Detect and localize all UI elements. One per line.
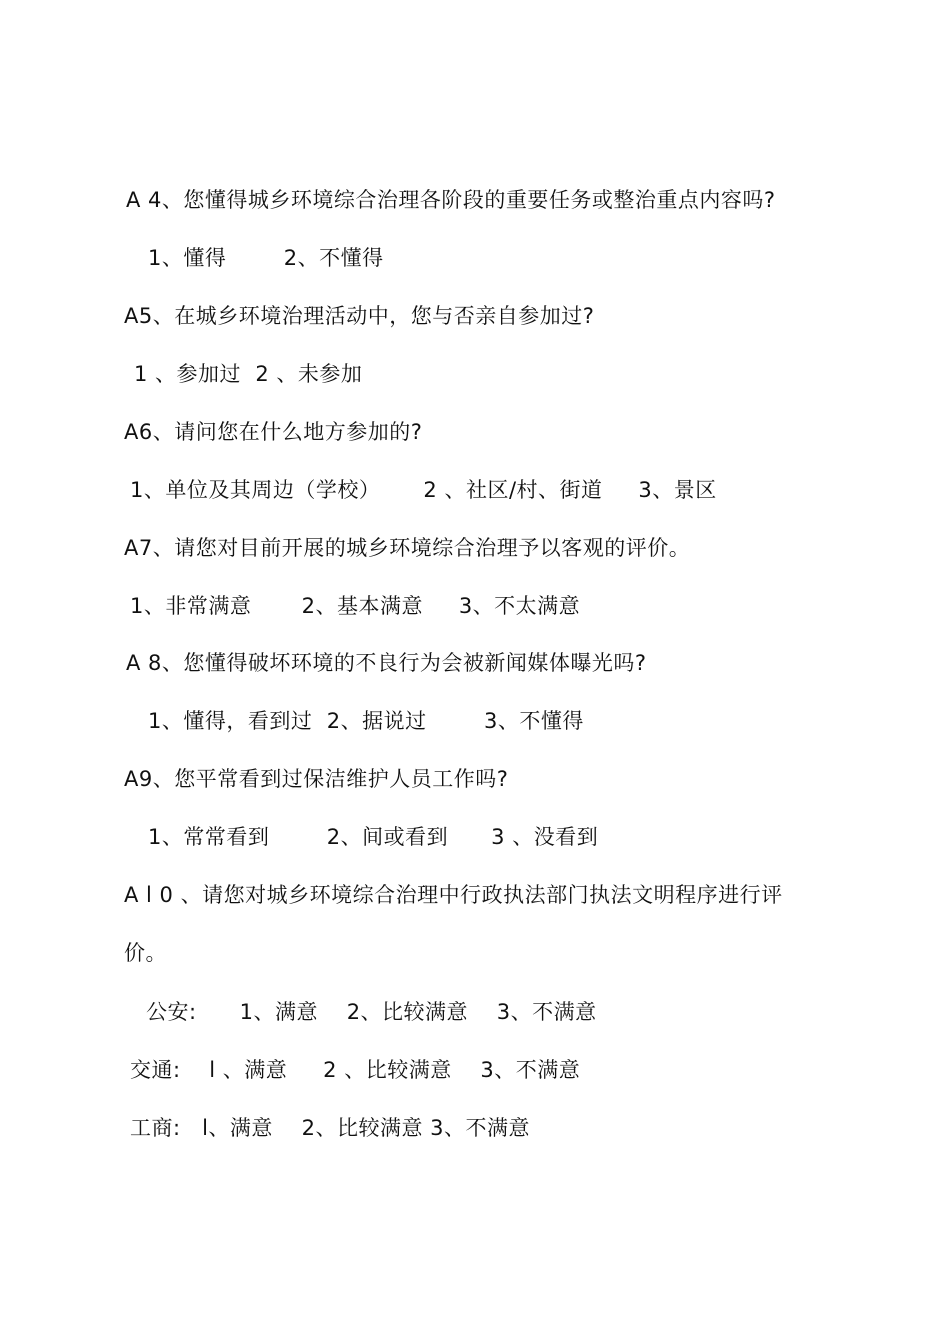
answer-options-a5: 1 、参加过 2 、未参加 bbox=[134, 362, 363, 386]
answer-row-traffic: 交通: l 、满意 2 、比较满意 3、不满意 bbox=[130, 1058, 581, 1082]
answer-options-a6: 1、单位及其周边（学校） 2 、社区/村、街道 3、景区 bbox=[130, 478, 717, 502]
question-a5: A5、在城乡环境治理活动中，您与否亲自参加过? bbox=[124, 304, 595, 328]
question-a6: A6、请问您在什么地方参加的? bbox=[124, 420, 423, 444]
question-a9: A9、您平常看到过保洁维护人员工作吗? bbox=[124, 767, 509, 791]
question-a10-continued: 价。 bbox=[124, 941, 167, 965]
answer-options-a4: 1、懂得 2、不懂得 bbox=[148, 246, 384, 270]
question-a10: A l 0 、请您对城乡环境综合治理中行政执法部门执法文明程序进行评 bbox=[124, 883, 783, 907]
answer-row-commerce: 工商: l、满意 2、比较满意 3、不满意 bbox=[130, 1116, 531, 1140]
answer-options-a7: 1、非常满意 2、基本满意 3、不太满意 bbox=[130, 594, 581, 618]
answer-row-police: 公安: 1、满意 2、比较满意 3、不满意 bbox=[146, 1000, 597, 1024]
question-a7: A7、请您对目前开展的城乡环境综合治理予以客观的评价。 bbox=[124, 536, 691, 560]
answer-options-a9: 1、常常看到 2、间或看到 3 、没看到 bbox=[148, 825, 599, 849]
answer-options-a8: 1、懂得，看到过 2、据说过 3、不懂得 bbox=[148, 709, 584, 733]
question-a8: A 8、您懂得破坏环境的不良行为会被新闻媒体曝光吗? bbox=[126, 651, 647, 675]
question-a4: A 4、您懂得城乡环境综合治理各阶段的重要任务或整治重点内容吗? bbox=[126, 188, 776, 212]
